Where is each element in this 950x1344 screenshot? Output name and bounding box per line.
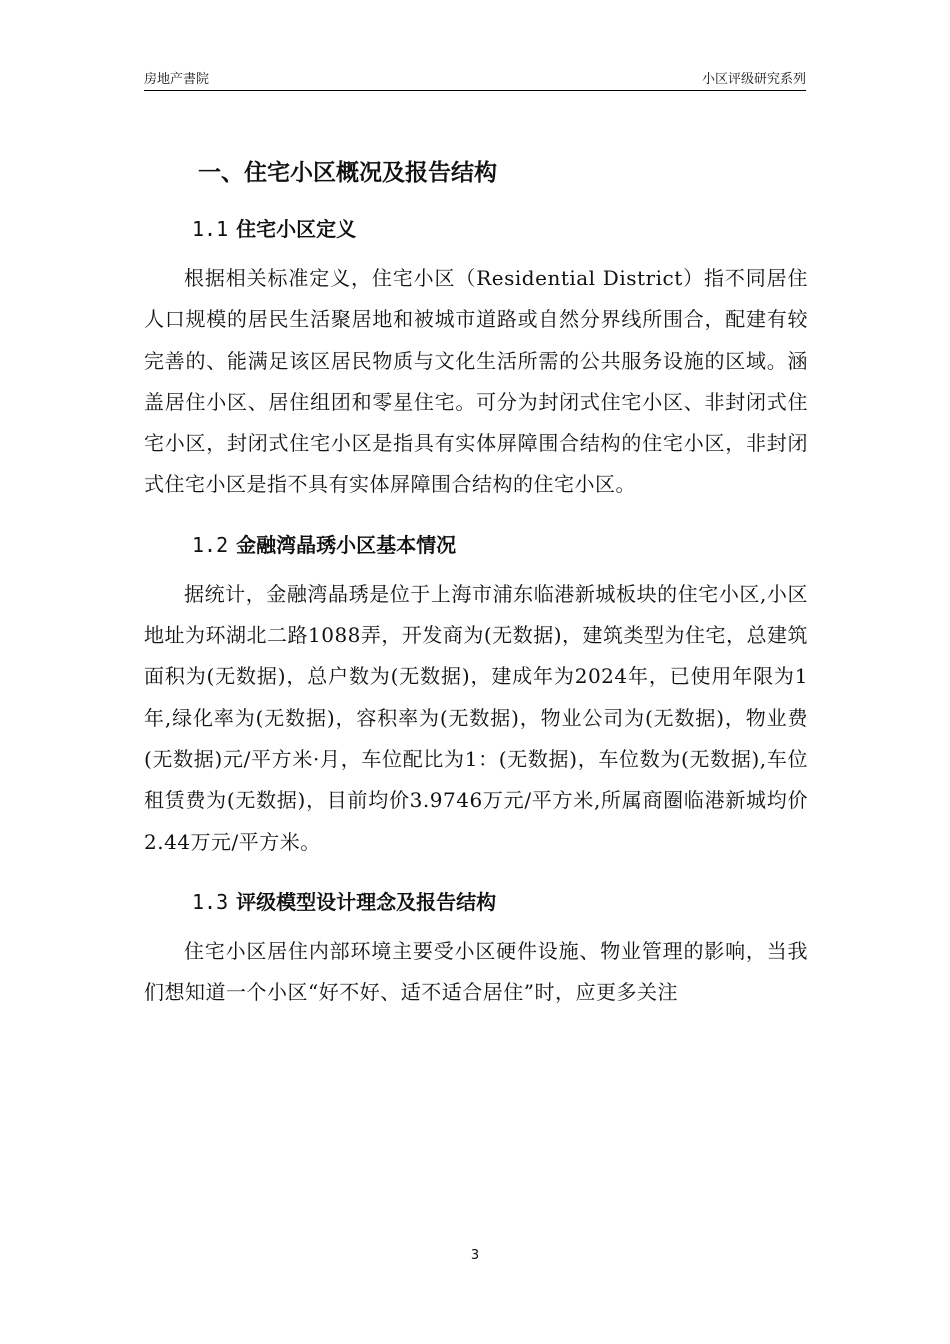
paragraph-model-design: 住宅小区居住内部环境主要受小区硬件设施、物业管理的影响，当我们想知道一个小区“好不好、适不适合居住”时，应更多关注: [144, 938, 808, 1005]
page-header: [144, 66, 806, 91]
subsection-heading-1-3: [192, 873, 808, 931]
subsection-number: 1.2: [192, 532, 229, 557]
section-heading: 一、住宅小区概况及报告结构: [198, 160, 497, 186]
subsection-title: 金融湾晶琇小区基本情况: [236, 532, 457, 557]
paragraph-basic-info: 据统计，金融湾晶琇是位于上海市浦东临港新城板块的住宅小区,小区地址为环湖北二路1088弄，开发商为(无数据)，建筑类型为住宅，总建筑面积为(无数据)，总户数为(无数据)，建成年为2024年，已使用年限为1年,绿化率为(无数据)，容积率为(无数据)，物业公司为(无数据)，物业费(无数据)元/平方米·月，车位配比为1：(无数据)，车位数为(无数据),车位租赁费为(无数据)，目前均价3.9746万元/平方米,所属商圈临港新城均价2.44万元/平方米。: [144, 581, 809, 854]
paragraph-definition: 根据相关标准定义，住宅小区（Residential District）指不同居住人口规模的居民生活聚居地和被城市道路或自然分界线所围合，配建有较完善的、能满足该区居民物质与文化生活所需的公共服务设施的区域。涵盖居住小区、居住组团和零星住宅。可分为封闭式住宅小区、非封闭式住宅小区，封闭式住宅小区是指具有实体屏障围合结构的住宅小区，非封闭式住宅小区是指不具有实体屏障围合结构的住宅小区。: [144, 266, 808, 497]
subsection-heading-1-1: [192, 200, 808, 258]
subsection-number: 1.3: [192, 889, 229, 914]
subsection-title: 评级模型设计理念及报告结构: [236, 889, 497, 914]
header-series: 小区评级研究系列: [701, 72, 806, 87]
page-content: [144, 138, 808, 1017]
page-number: 3: [470, 1248, 480, 1263]
subsection-heading-1-2: [192, 516, 808, 574]
subsection-title: 住宅小区定义: [236, 217, 357, 241]
subsection-number: 1.1: [192, 217, 229, 241]
header-publisher: 房地产書院: [144, 72, 210, 87]
